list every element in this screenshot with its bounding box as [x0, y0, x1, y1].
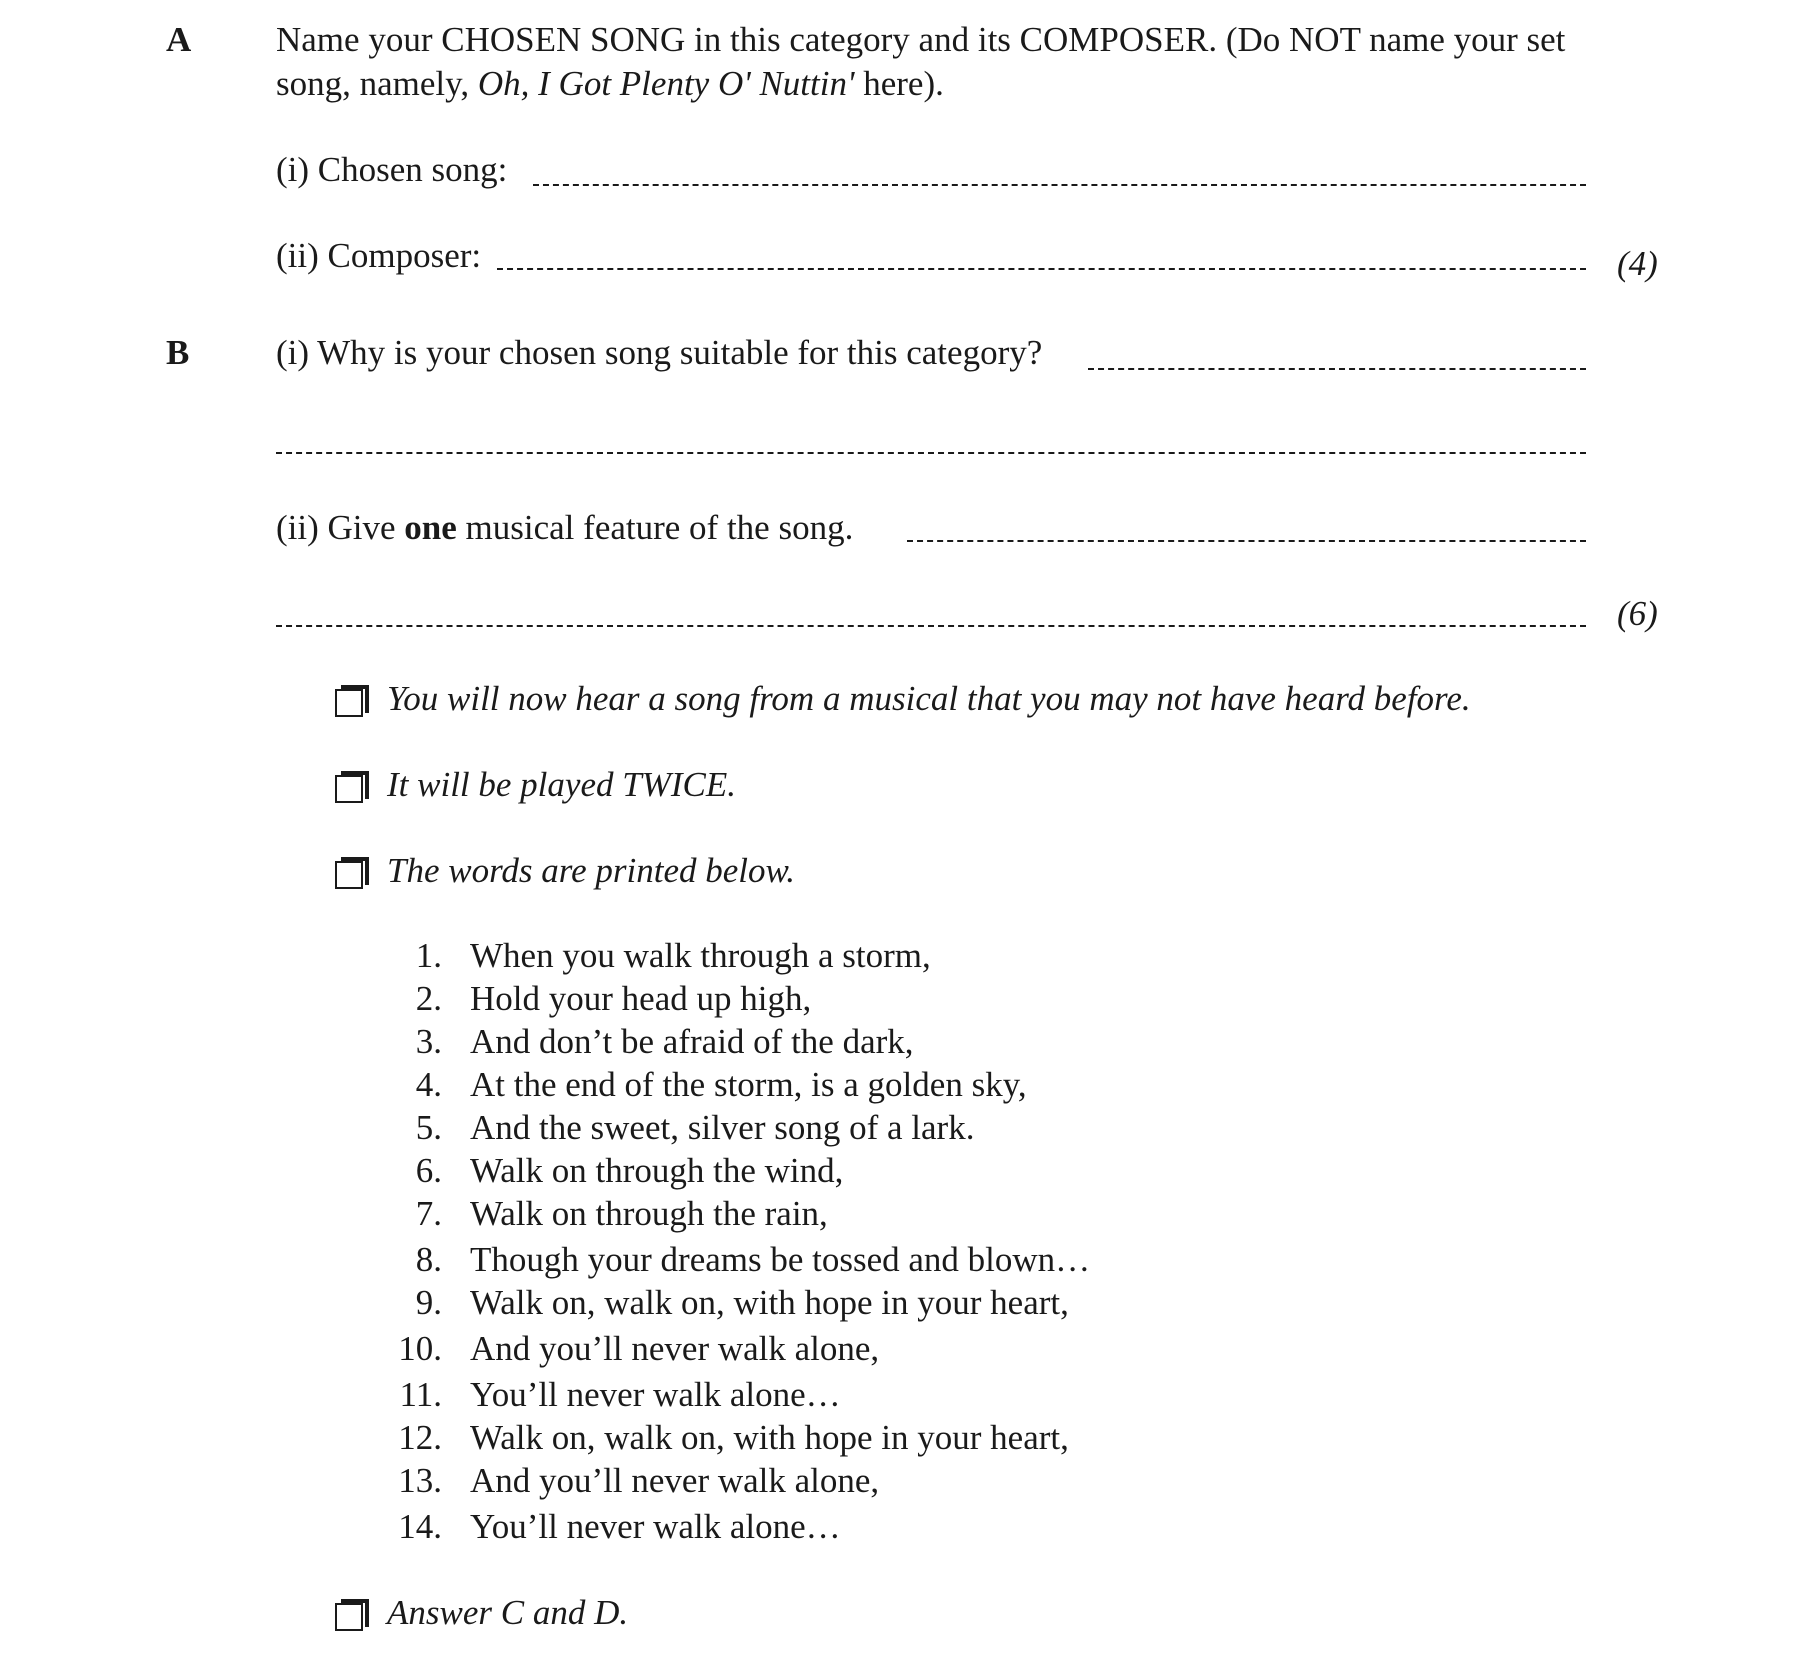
line2-suffix: here). [854, 64, 944, 103]
q2-emphasis: one [404, 508, 457, 547]
instruction-1: You will now hear a song from a musical that you may not have heard before. [387, 679, 1471, 718]
lyric-line: And don’t be afraid of the dark, [470, 1022, 914, 1061]
musical-feature-question [276, 506, 853, 550]
musical-feature-answer-line-2[interactable] [276, 625, 1586, 627]
section-b-label: B [166, 333, 190, 372]
lyric-number: 1. [415, 936, 442, 975]
suitability-answer-line-1[interactable] [1088, 368, 1586, 370]
instruction-3: The words are printed below. [387, 851, 796, 890]
chosen-song-answer-line[interactable] [533, 184, 1586, 186]
instruction-box-icon [335, 775, 363, 803]
lyric-line: You’ll never walk alone… [470, 1375, 841, 1414]
lyric-number: 8. [415, 1240, 442, 1279]
lyric-line: And you’ll never walk alone, [470, 1461, 880, 1500]
lyric-line: When you walk through a storm, [470, 936, 931, 975]
composer-answer-line[interactable] [497, 268, 1586, 270]
lyric-number: 7. [415, 1194, 442, 1233]
lyric-number: 9. [415, 1283, 442, 1322]
final-instruction: Answer C and D. [387, 1593, 629, 1632]
composer-label: (ii) Composer: [276, 236, 482, 275]
section-b-marks: (6) [1617, 594, 1658, 633]
set-song-title: Oh, I Got Plenty O' Nuttin' [477, 64, 855, 103]
instruction-box-icon [335, 1603, 363, 1631]
section-a-marks: (4) [1617, 244, 1658, 283]
lyric-number: 5. [415, 1108, 442, 1147]
lyric-line: Walk on through the wind, [470, 1151, 844, 1190]
lyric-number: 14. [398, 1507, 442, 1546]
lyric-number: 2. [415, 979, 442, 1018]
lyric-number: 12. [398, 1418, 442, 1457]
section-a-label: A [166, 20, 192, 59]
lyric-number: 4. [415, 1065, 442, 1104]
lyric-number: 3. [415, 1022, 442, 1061]
lyric-number: 13. [398, 1461, 442, 1500]
lyric-number: 11. [399, 1375, 442, 1414]
lyric-line: You’ll never walk alone… [470, 1507, 841, 1546]
q2-suffix: musical feature of the song. [456, 508, 854, 547]
suitability-question: (i) Why is your chosen song suitable for this category? [276, 333, 1043, 372]
lyric-line: Hold your head up high, [470, 979, 812, 1018]
chosen-song-label: (i) Chosen song: [276, 150, 508, 189]
musical-feature-answer-line-1[interactable] [907, 540, 1586, 542]
lyric-line: Walk on, walk on, with hope in your heart, [470, 1283, 1069, 1322]
lyric-line: Though your dreams be tossed and blown… [470, 1240, 1091, 1279]
suitability-answer-line-2[interactable] [276, 452, 1586, 454]
lyric-line: At the end of the storm, is a golden sky, [470, 1065, 1027, 1104]
instruction-box-icon [335, 689, 363, 717]
section-a-instruction-line1: Name your CHOSEN SONG in this category and its COMPOSER. (Do NOT name your set [276, 20, 1566, 59]
section-a-instruction-line2 [276, 62, 944, 106]
lyric-line: Walk on, walk on, with hope in your heart, [470, 1418, 1069, 1457]
lyric-number: 6. [415, 1151, 442, 1190]
instruction-box-icon [335, 861, 363, 889]
line2-prefix: song, namely, [276, 64, 478, 103]
lyric-line: Walk on through the rain, [470, 1194, 828, 1233]
lyric-line: And you’ll never walk alone, [470, 1329, 880, 1368]
lyric-number: 10. [398, 1329, 442, 1368]
lyric-line: And the sweet, silver song of a lark. [470, 1108, 975, 1147]
q2-prefix: (ii) Give [276, 508, 405, 547]
instruction-2: It will be played TWICE. [387, 765, 736, 804]
